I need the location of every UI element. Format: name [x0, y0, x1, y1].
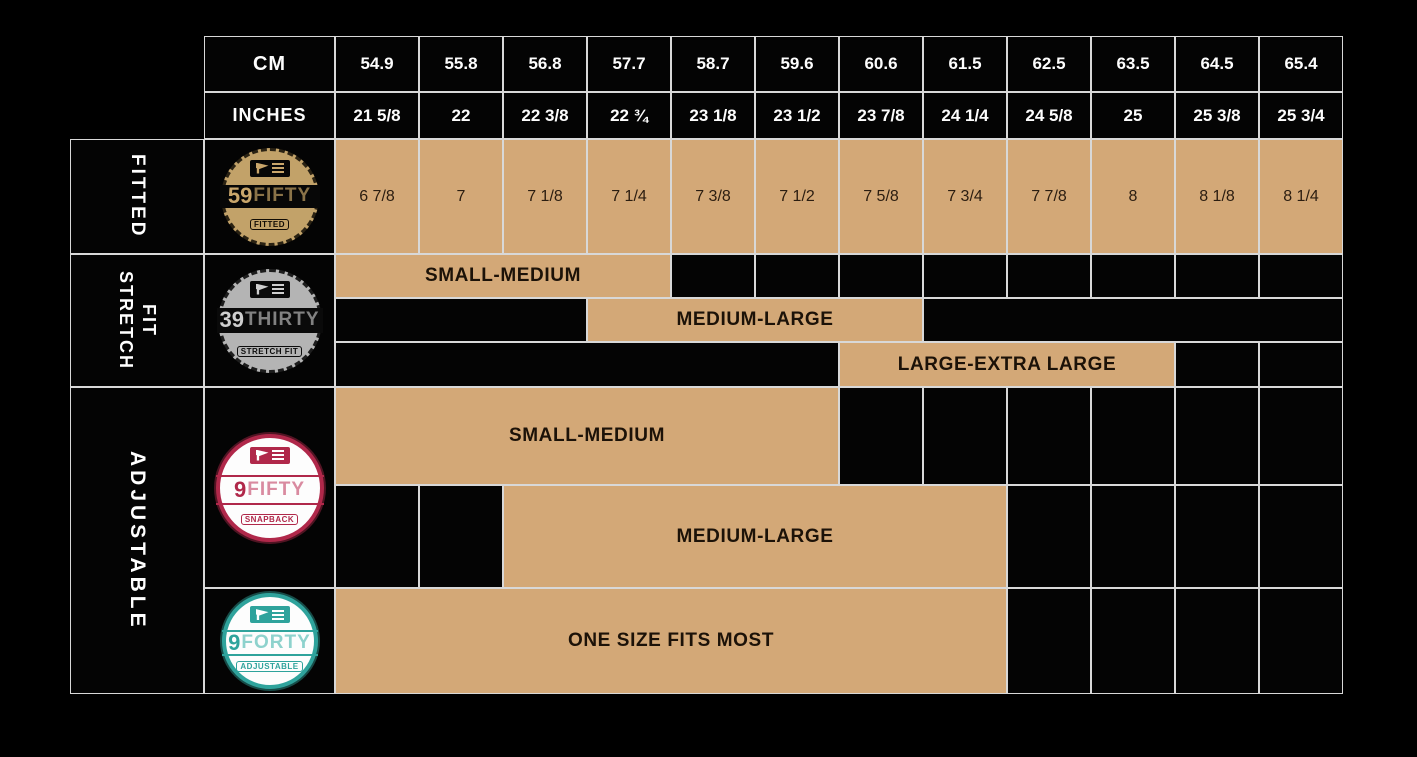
empty-cell [839, 387, 923, 485]
9forty-badge [222, 593, 318, 689]
corner-spacer [70, 36, 204, 139]
59fifty-logo-cell [204, 139, 335, 254]
inches-value: 25 3/4 [1259, 92, 1343, 139]
cm-value: 63.5 [1091, 36, 1175, 92]
cm-value: 61.5 [923, 36, 1007, 92]
empty-cell [1091, 588, 1175, 694]
empty-span [335, 342, 839, 387]
row-label-stretch-text: STRETCH [116, 271, 136, 370]
fitted-size: 7 3/8 [671, 139, 755, 254]
new-era-flag-icon [250, 160, 290, 177]
9fifty-band [216, 475, 324, 505]
inches-value: 23 1/8 [671, 92, 755, 139]
empty-cell [1175, 387, 1259, 485]
row-label-adjustable [70, 387, 204, 694]
empty-cell [1175, 342, 1259, 387]
9fifty-logo-cell [204, 387, 335, 588]
empty-cell [1007, 485, 1091, 588]
flag-wordmark-icon [272, 450, 284, 460]
inches-value: 22 ¾ [587, 92, 671, 139]
flag-pennant-icon [256, 284, 269, 295]
inches-value: 25 3/8 [1175, 92, 1259, 139]
fitted-size: 7 [419, 139, 503, 254]
cm-value: 59.6 [755, 36, 839, 92]
inches-header: INCHES [204, 92, 335, 139]
fitted-size: 8 1/8 [1175, 139, 1259, 254]
badge-word: THIRTY [244, 309, 320, 331]
fitted-size: 7 1/2 [755, 139, 839, 254]
flag-pennant-icon [256, 163, 269, 174]
39thirty-band [217, 308, 323, 333]
9fifty-badge [216, 434, 324, 542]
empty-cell [1091, 254, 1175, 298]
empty-cell [1007, 387, 1091, 485]
empty-span [335, 298, 587, 342]
cm-value: 57.7 [587, 36, 671, 92]
row-label-fit-text: FIT [139, 304, 159, 337]
inches-value: 23 1/2 [755, 92, 839, 139]
inches-value: 22 3/8 [503, 92, 587, 139]
new-era-flag-icon [250, 447, 290, 464]
cm-value: 54.9 [335, 36, 419, 92]
badge-subtitle: ADJUSTABLE [236, 661, 302, 672]
empty-cell [1175, 254, 1259, 298]
new-era-flag-icon [250, 606, 290, 623]
39thirty-logo-cell [204, 254, 335, 387]
badge-subtitle: FITTED [250, 219, 289, 230]
cm-header: CM [204, 36, 335, 92]
row-label-adjustable-text: ADJUSTABLE [126, 450, 149, 631]
empty-cell [671, 254, 755, 298]
empty-cell [1007, 254, 1091, 298]
cm-value: 64.5 [1175, 36, 1259, 92]
empty-cell [755, 254, 839, 298]
badge-word: FORTY [241, 631, 311, 653]
empty-cell [923, 387, 1007, 485]
fitted-size: 8 [1091, 139, 1175, 254]
badge-word: FIFTY [247, 478, 306, 500]
cm-value: 60.6 [839, 36, 923, 92]
39thirty-badge [218, 269, 322, 373]
cm-value: 56.8 [503, 36, 587, 92]
59fifty-band [220, 185, 320, 209]
fitted-size: 6 7/8 [335, 139, 419, 254]
59fifty-badge [221, 148, 319, 246]
empty-cell [335, 485, 419, 588]
badge-subtitle: STRETCH FIT [237, 346, 303, 357]
empty-cell [839, 254, 923, 298]
inches-value: 25 [1091, 92, 1175, 139]
badge-number: 39 [219, 307, 244, 333]
empty-cell [419, 485, 503, 588]
stretch-band-medium-large: MEDIUM-LARGE [587, 298, 923, 342]
fitted-size: 7 3/4 [923, 139, 1007, 254]
cm-value: 58.7 [671, 36, 755, 92]
new-era-flag-icon [250, 281, 290, 298]
empty-cell [1175, 485, 1259, 588]
fitted-size: 7 1/4 [587, 139, 671, 254]
inches-value: 24 1/4 [923, 92, 1007, 139]
fitted-size: 7 5/8 [839, 139, 923, 254]
size-chart-table [70, 36, 1343, 694]
row-label-stretch-fit [70, 254, 204, 387]
empty-cell [1259, 387, 1343, 485]
cm-value: 62.5 [1007, 36, 1091, 92]
inches-value: 21 5/8 [335, 92, 419, 139]
9forty-band-one-size: ONE SIZE FITS MOST [335, 588, 1007, 694]
badge-word: FIFTY [253, 185, 312, 207]
row-label-fitted [70, 139, 204, 254]
empty-cell [923, 254, 1007, 298]
flag-wordmark-icon [272, 284, 284, 294]
badge-number: 9 [233, 476, 247, 502]
cm-value: 55.8 [419, 36, 503, 92]
badge-number: 9 [228, 629, 241, 655]
empty-cell [1259, 342, 1343, 387]
9forty-logo-cell [204, 588, 335, 694]
row-label-fitted-text: FITTED [127, 154, 148, 239]
flag-pennant-icon [256, 609, 269, 620]
empty-cell [1091, 485, 1175, 588]
fitted-size: 8 1/4 [1259, 139, 1343, 254]
flag-wordmark-icon [272, 163, 284, 173]
9forty-band [222, 630, 318, 657]
snapback-band-small-medium: SMALL-MEDIUM [335, 387, 839, 485]
flag-pennant-icon [256, 450, 269, 461]
badge-number: 59 [227, 183, 253, 209]
empty-span [923, 298, 1343, 342]
inches-value: 23 7/8 [839, 92, 923, 139]
snapback-band-medium-large: MEDIUM-LARGE [503, 485, 1007, 588]
stretch-band-small-medium: SMALL-MEDIUM [335, 254, 671, 298]
empty-cell [1175, 588, 1259, 694]
empty-cell [1259, 588, 1343, 694]
stretch-band-large-xl: LARGE-EXTRA LARGE [839, 342, 1175, 387]
fitted-size: 7 1/8 [503, 139, 587, 254]
flag-wordmark-icon [272, 610, 284, 620]
fitted-size: 7 7/8 [1007, 139, 1091, 254]
empty-cell [1259, 254, 1343, 298]
empty-cell [1007, 588, 1091, 694]
badge-subtitle: SNAPBACK [241, 514, 298, 525]
cm-value: 65.4 [1259, 36, 1343, 92]
inches-value: 24 5/8 [1007, 92, 1091, 139]
empty-cell [1259, 485, 1343, 588]
empty-cell [1091, 387, 1175, 485]
inches-value: 22 [419, 92, 503, 139]
